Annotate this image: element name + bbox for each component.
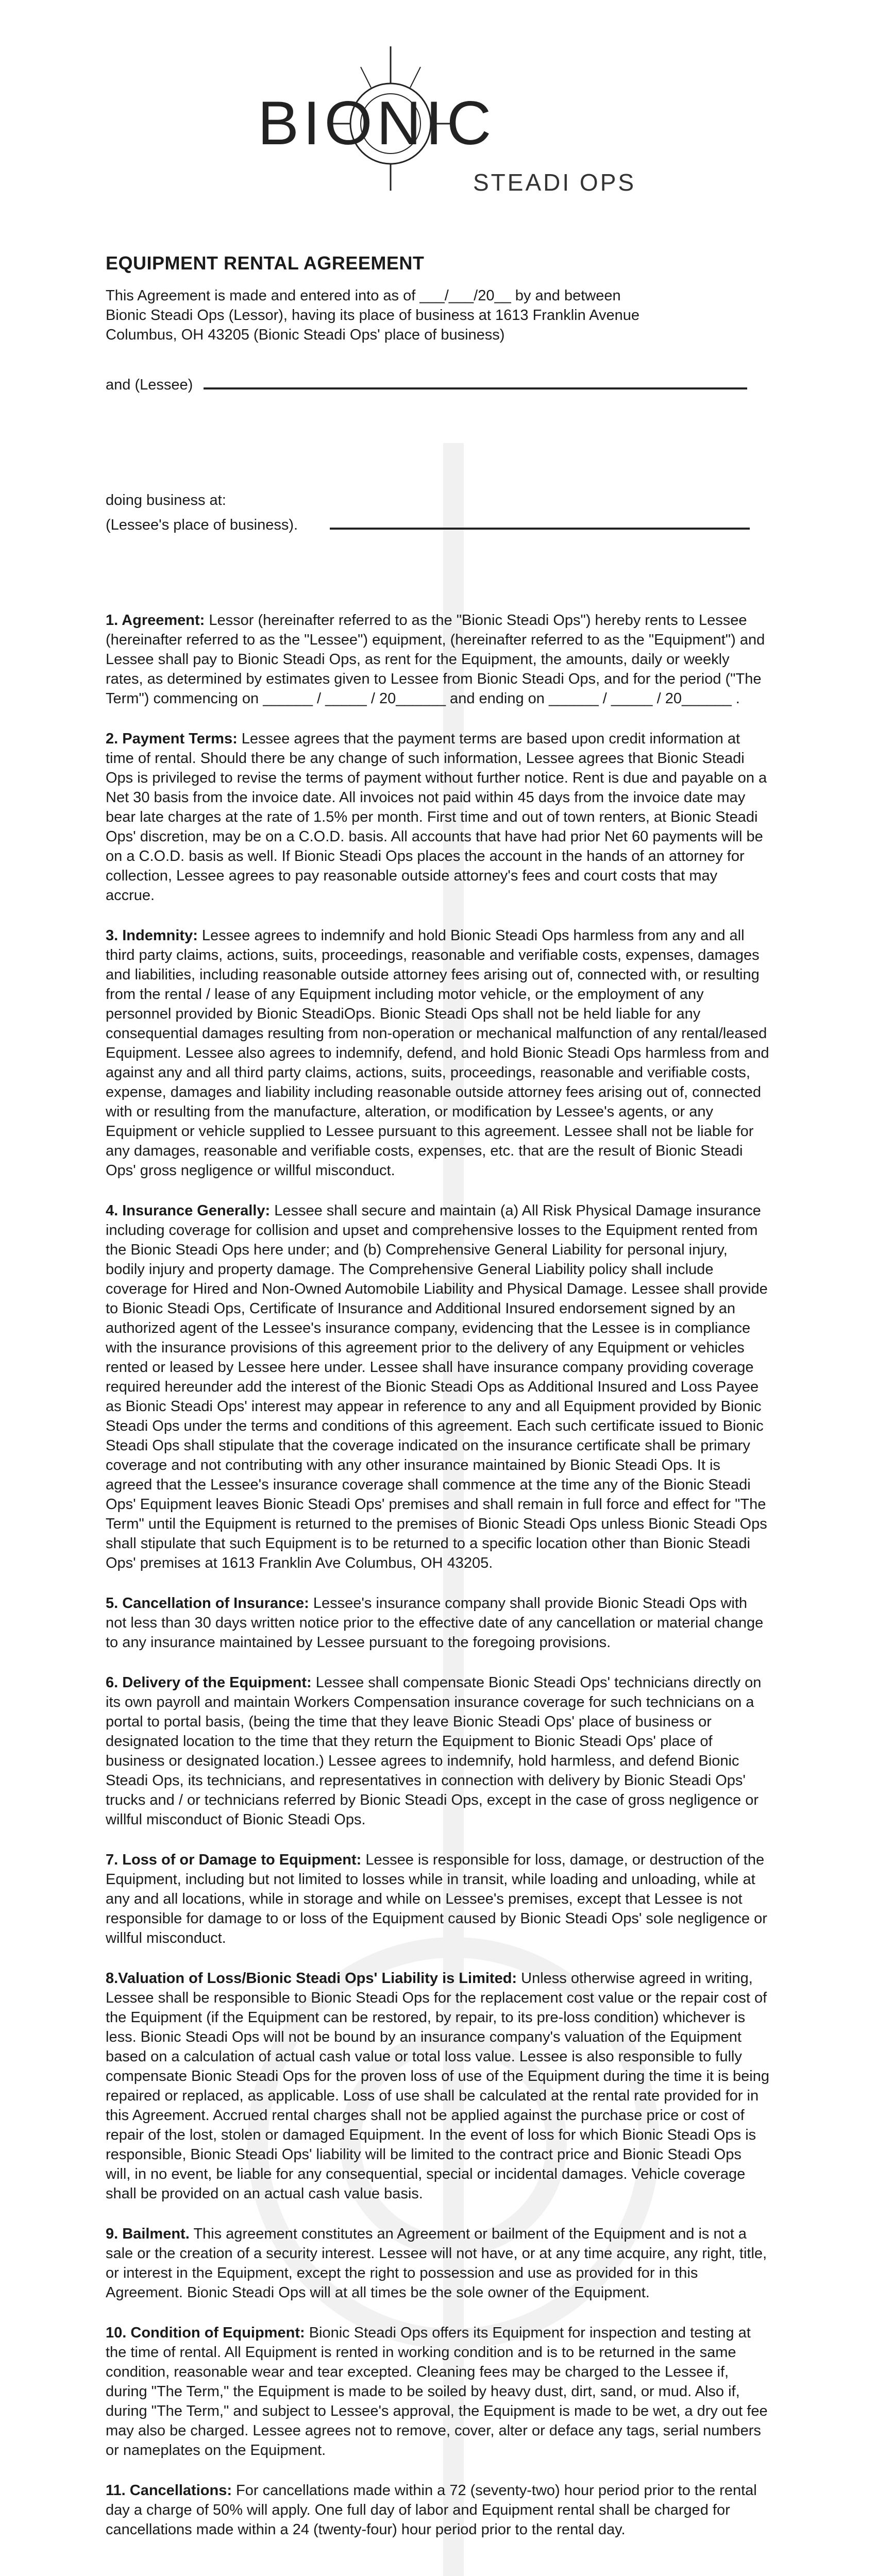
clause-7: 7. Loss of or Damage to Equipment: Lessee is responsible for loss, damage, or destruction of the Equipment, including but not limited to losses while in transit, while loading and unloading, while at any and all locations, while in storage and while on Lessee's premises, except that Lessee is not responsible for damage to or loss of the Equipment caused by Bionic Steadi Ops' sole negligence or willful misconduct. xyxy=(106,1852,767,1946)
clause-8: 8.Valuation of Loss/Bionic Steadi Ops' Liability is Limited: Unless otherwise agreed in writing, Lessee shall be responsible to Bionic Steadi Ops for the replacement cost value or the repair cost of the Equipment (if the Equipment can be restored, by repair, to its pre-loss condition) whichever is less. Bionic Steadi Ops will not be bound by an insurance company's valuation of the Equipment based on a calculation of actual cash value or total loss value. Lessee is also responsible to fully compensate Bionic Steadi Ops for the proven loss of use of the Equipment during the time it is being repaired or replaced, as applicable. Loss of use shall be calculated at the rental rate provided for in this Agreement. Accrued rental charges shall not be applied against the purchase price or cost of repair of the lost, stolen or damaged Equipment. In the event of loss for which Bionic Steadi Ops is responsible, Bionic Steadi Ops' liability will be limited to the contract price and Bionic Steadi Ops will, in no event, be liable for any consequential, special or incidental damages. Vehicle coverage shall be provided on an actual cash value basis. xyxy=(106,1970,770,2202)
clauses xyxy=(106,611,770,2560)
clause-10: 10. Condition of Equipment: Bionic Steadi Ops offers its Equipment for inspection and testing at the time of rental. All Equipment is rented in working condition and is to be returned in the same condition, reasonable wear and tear excepted. Cleaning fees may be charged to the Lessee if, during "The Term," the Equipment is made to be soiled by heavy dust, dirt, sand, or mud. Also if, during "The Term," and subject to Lessee's approval, the Equipment is made to be wet, a dry out fee may also be charged. Lessee agrees not to remove, cover, alter or deface any tags, serial numbers or nameplates on the Equipment. xyxy=(106,2325,768,2459)
intro-line-2: Bionic Steadi Ops (Lessor), having its place of business at 1613 Franklin Avenue xyxy=(106,307,639,324)
document-title: EQUIPMENT RENTAL AGREEMENT xyxy=(106,252,425,274)
clause-11: 11. Cancellations: For cancellations made within a 72 (seventy-two) hour period prior to the rental day a charge of 50% will apply. One full day of labor and Equipment rental shall be charged for cancellations made within a 24 (twenty-four) hour period prior to the rental day. xyxy=(106,2482,757,2538)
intro-line-1: This Agreement is made and entered into as of ___/___/20__ by and between xyxy=(106,287,621,304)
bionic-steadi-ops-logo xyxy=(252,36,636,206)
intro-line-3: Columbus, OH 43205 (Bionic Steadi Ops' place of business) xyxy=(106,327,505,343)
logo-brand: BIONIC xyxy=(258,89,496,158)
clause-6: 6. Delivery of the Equipment: Lessee shall compensate Bionic Steadi Ops' technicians directly on its own payroll and maintain Workers Compensation insurance coverage for such technicians on a portal to portal basis, (being the time that they leave Bionic Steadi Ops' place of business or designated location to the time that they return the Equipment to Bionic Steadi Ops' place of business or designated location.) Lessee agrees to indemnify, hold harmless, and defend Bionic Steadi Ops, its technicians, and representatives in connection with delivery by Bionic Steadi Ops' trucks and / or technicians referred by Bionic Steadi Ops, except in the case of gross negligence or willful misconduct of Bionic Steadi Ops. xyxy=(106,1674,762,1828)
clause-3: 3. Indemnity: Lessee agrees to indemnify and hold Bionic Steadi Ops harmless from any and all third party claims, actions, suits, proceedings, reasonable and verifiable costs, expenses, damages and liabilities, including reasonable outside attorney fees arising out of, connected with, or resulting from the rental / lease of any Equipment including motor vehicle, or the employment of any personnel provided by Bionic SteadiOps. Bionic Steadi Ops shall not be held liable for any consequential damages resulting from non-operation or mechanical malfunction of any rental/leased Equipment. Lessee also agrees to indemnify, defend, and hold Bionic Steadi Ops harmless from and against any and all third party claims, actions, suits, proceedings, reasonable and verifiable costs, expense, damages and liability including reasonable outside attorney fees arising out of, connected with or resulting from the manufacture, alteration, or modification by Lessee's agents, or any Equipment or vehicle supplied to Lessee pursuant to this agreement. Lessee shall not be liable for any damages, reasonable and verifiable costs, expenses, etc. that are the result of Bionic Steadi Ops' gross negligence or willful misconduct. xyxy=(106,927,769,1179)
intro-paragraph xyxy=(106,286,770,345)
clause-1: 1. Agreement: Lessor (hereinafter referred to as the "Bionic Steadi Ops") hereby rents to Lessee (hereinafter referred to as the "Lessee") equipment, (hereinafter referred to as the "Equipment") and Lessee shall pay to Bionic Steadi Ops, as rent for the Equipment, the amounts, daily or weekly rates, as determined by estimates given to Lessee from Bionic Steadi Ops, and for the period ("The Term") commencing on ______ / _____ / 20______ and ending on ______ / _____ / 20______ . xyxy=(106,612,765,707)
doing-business-label: doing business at: xyxy=(106,492,226,509)
lessee-place-label: (Lessee's place of business). xyxy=(106,517,298,533)
clause-5: 5. Cancellation of Insurance: Lessee's insurance company shall provide Bionic Steadi Ops with not less than 30 days written notice prior to the effective date of any cancellation or material change to any insurance maintained by Lessee pursuant to the foregoing provisions. xyxy=(106,1595,764,1651)
clause-4: 4. Insurance Generally: Lessee shall secure and maintain (a) All Risk Physical Damage insurance including coverage for collision and upset and comprehensive losses to the Equipment rented from the Bionic Steadi Ops here under; and (b) Comprehensive General Liability for personal injury, bodily injury and property damage. The Comprehensive General Liability policy shall include coverage for Hired and Non-Owned Automobile Liability and Physical Damage. Lessee shall provide to Bionic Steadi Ops, Certificate of Insurance and Additional Insured endorsement signed by an authorized agent of the Lessee's insurance company, evidencing that the Lessee is in compliance with the insurance provisions of this agreement prior to the delivery of any Equipment or vehicles rented or leased by Lessee here under. Lessee shall have insurance company providing coverage required hereunder add the interest of the Bionic Steadi Ops as Additional Insured and Loss Payee as Bionic Steadi Ops' interest may appear in reference to any and all Equipment provided by Bionic Steadi Ops under the terms and conditions of this agreement. Each such certificate issued to Bionic Steadi Ops shall stipulate that the coverage indicated on the insurance certificate shall be primary coverage and not contributing with any other insurance maintained by Bionic Steadi Ops. It is agreed that the Lessee's insurance coverage shall commence at the time any of the Bionic Steadi Ops' Equipment leaves Bionic Steadi Ops' premises and shall remain in full force and effect for "The Term" until the Equipment is returned to the premises of Bionic Steadi Ops unless Bionic Steadi Ops shall stipulate that such Equipment is to be returned to a specific location other than Bionic Steadi Ops' premises at 1613 Franklin Ave Columbus, OH 43205. xyxy=(106,1202,768,1571)
lessee-name-line[interactable] xyxy=(204,387,747,389)
lessee-place-line[interactable] xyxy=(330,528,750,530)
clause-9: 9. Bailment. This agreement constitutes an Agreement or bailment of the Equipment and is not a sale or the creation of a security interest. Lessee will not have, or at any time acquire, any right, title, or interest in the Equipment, except the right to possession and use as provided for in this Agreement. Bionic Steadi Ops will at all times be the sole owner of the Equipment. xyxy=(106,2226,767,2301)
lessee-label: and (Lessee) xyxy=(106,377,193,393)
clause-2: 2. Payment Terms: Lessee agrees that the payment terms are based upon credit information at time of rental. Should there be any change of such information, Lessee agrees that Bionic Steadi Ops is privileged to revise the terms of payment without further notice. Rent is due and payable on a Net 30 basis from the invoice date. All invoices not paid within 45 days from the invoice date may bear late charges at the rate of 1.5% per month. First time and out of town renters, at Bionic Steadi Ops' discretion, may be on a C.O.D. basis. All accounts that have had prior Net 60 payments will be on a C.O.D. basis as well. If Bionic Steadi Ops places the account in the hands of an attorney for collection, Lessee agrees to pay reasonable outside attorney's fees and court costs that may accrue. xyxy=(106,731,767,904)
logo-tagline: STEADI OPS xyxy=(473,169,636,196)
